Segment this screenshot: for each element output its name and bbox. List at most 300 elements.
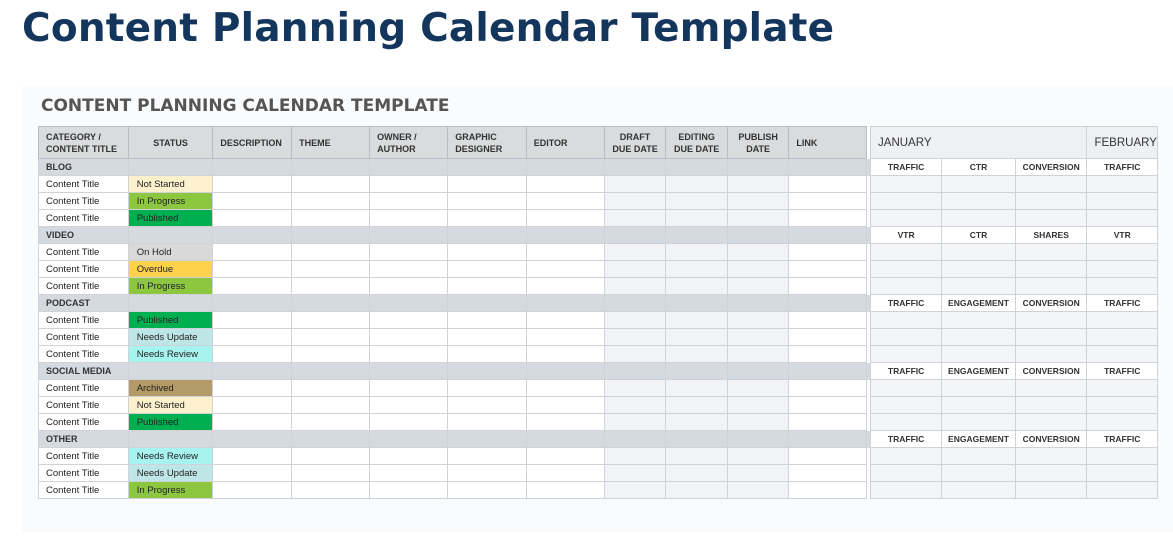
metric-cell[interactable]: [871, 312, 942, 329]
metric-cell[interactable]: [1015, 329, 1087, 346]
metric-cell[interactable]: [1015, 346, 1087, 363]
category-cell[interactable]: [789, 159, 867, 176]
metric-cell[interactable]: [871, 414, 942, 431]
category-label[interactable]: VIDEO: [39, 227, 129, 244]
category-cell[interactable]: [727, 431, 788, 448]
link-cell[interactable]: [789, 448, 867, 465]
status-cell[interactable]: Published: [128, 414, 213, 431]
metric-cell[interactable]: [942, 414, 1016, 431]
metric-cell[interactable]: [1015, 380, 1087, 397]
category-cell[interactable]: [128, 295, 213, 312]
date-cell[interactable]: [666, 482, 728, 499]
category-cell[interactable]: [292, 363, 370, 380]
content-row: [39, 448, 1158, 465]
text-cell[interactable]: [370, 414, 448, 431]
metric-cell[interactable]: [1015, 210, 1087, 227]
text-cell[interactable]: [370, 380, 448, 397]
category-cell[interactable]: [727, 227, 788, 244]
metric-cell[interactable]: [1015, 448, 1087, 465]
category-cell[interactable]: [448, 431, 526, 448]
date-cell[interactable]: [727, 176, 788, 193]
metric-cell[interactable]: [1087, 176, 1158, 193]
date-cell[interactable]: [666, 210, 728, 227]
text-cell[interactable]: [213, 397, 292, 414]
category-label[interactable]: PODCAST: [39, 295, 129, 312]
date-cell[interactable]: [727, 193, 788, 210]
text-cell[interactable]: [292, 448, 370, 465]
header-row: [39, 127, 1158, 159]
category-cell[interactable]: [526, 431, 604, 448]
text-cell[interactable]: [370, 448, 448, 465]
text-cell[interactable]: [526, 346, 604, 363]
metric-cell[interactable]: [1087, 329, 1158, 346]
status-cell[interactable]: In Progress: [128, 482, 213, 499]
status-cell[interactable]: Needs Update: [128, 465, 213, 482]
metric-cell[interactable]: [1087, 261, 1158, 278]
date-cell[interactable]: [727, 465, 788, 482]
date-cell[interactable]: [604, 414, 666, 431]
status-cell[interactable]: In Progress: [128, 278, 213, 295]
date-cell[interactable]: [666, 465, 728, 482]
content-row: [39, 278, 1158, 295]
metric-cell[interactable]: [871, 176, 942, 193]
metric-cell[interactable]: [942, 176, 1016, 193]
category-cell[interactable]: [448, 159, 526, 176]
date-cell[interactable]: [604, 312, 666, 329]
status-cell[interactable]: Needs Review: [128, 346, 213, 363]
metric-header: TRAFFIC: [1087, 363, 1158, 380]
text-cell[interactable]: [370, 312, 448, 329]
text-cell[interactable]: [370, 176, 448, 193]
date-cell[interactable]: [666, 176, 728, 193]
text-cell[interactable]: [213, 244, 292, 261]
metric-cell[interactable]: [1087, 414, 1158, 431]
content-title-cell[interactable]: Content Title: [39, 210, 129, 227]
category-cell[interactable]: [128, 363, 213, 380]
category-cell[interactable]: [448, 295, 526, 312]
date-cell[interactable]: [604, 465, 666, 482]
text-cell[interactable]: [213, 482, 292, 499]
metric-cell[interactable]: [1015, 244, 1087, 261]
status-cell[interactable]: In Progress: [128, 193, 213, 210]
text-cell[interactable]: [213, 261, 292, 278]
category-label[interactable]: BLOG: [39, 159, 129, 176]
text-cell[interactable]: [292, 244, 370, 261]
date-cell[interactable]: [666, 278, 728, 295]
sheet-title: CONTENT PLANNING CALENDAR TEMPLATE: [41, 96, 450, 116]
date-cell[interactable]: [666, 380, 728, 397]
metric-cell[interactable]: [942, 244, 1016, 261]
header-editing-due-date: EDITING DUE DATE: [666, 127, 728, 159]
text-cell[interactable]: [213, 193, 292, 210]
category-cell[interactable]: [666, 227, 728, 244]
status-cell[interactable]: Archived: [128, 380, 213, 397]
date-cell[interactable]: [727, 278, 788, 295]
text-cell[interactable]: [526, 244, 604, 261]
date-cell[interactable]: [727, 482, 788, 499]
content-title-cell[interactable]: Content Title: [39, 312, 129, 329]
metric-cell[interactable]: [942, 193, 1016, 210]
text-cell[interactable]: [292, 210, 370, 227]
metric-header: ENGAGEMENT: [942, 431, 1016, 448]
category-label[interactable]: SOCIAL MEDIA: [39, 363, 129, 380]
text-cell[interactable]: [448, 176, 526, 193]
category-cell[interactable]: [526, 159, 604, 176]
category-cell[interactable]: [727, 363, 788, 380]
status-cell[interactable]: Published: [128, 210, 213, 227]
category-row-other: [39, 431, 1158, 448]
text-cell[interactable]: [448, 380, 526, 397]
metric-cell[interactable]: [871, 329, 942, 346]
link-cell[interactable]: [789, 176, 867, 193]
text-cell[interactable]: [526, 380, 604, 397]
metric-cell[interactable]: [1087, 397, 1158, 414]
status-cell[interactable]: Needs Review: [128, 448, 213, 465]
status-cell[interactable]: Overdue: [128, 261, 213, 278]
text-cell[interactable]: [292, 312, 370, 329]
text-cell[interactable]: [448, 448, 526, 465]
metric-cell[interactable]: [871, 448, 942, 465]
metric-cell[interactable]: [871, 465, 942, 482]
date-cell[interactable]: [604, 380, 666, 397]
content-title-cell[interactable]: Content Title: [39, 176, 129, 193]
category-cell[interactable]: [604, 431, 666, 448]
metric-cell[interactable]: [871, 346, 942, 363]
metric-cell[interactable]: [1015, 193, 1087, 210]
date-cell[interactable]: [666, 448, 728, 465]
date-cell[interactable]: [727, 346, 788, 363]
metric-header: ENGAGEMENT: [942, 363, 1016, 380]
category-cell[interactable]: [526, 363, 604, 380]
metric-cell[interactable]: [1087, 346, 1158, 363]
category-cell[interactable]: [292, 295, 370, 312]
metric-cell[interactable]: [1015, 465, 1087, 482]
text-cell[interactable]: [448, 312, 526, 329]
category-cell[interactable]: [526, 295, 604, 312]
header-owner: OWNER / AUTHOR: [370, 127, 448, 159]
metric-cell[interactable]: [1087, 448, 1158, 465]
link-cell[interactable]: [789, 380, 867, 397]
category-cell[interactable]: [666, 363, 728, 380]
metric-cell[interactable]: [871, 278, 942, 295]
category-cell[interactable]: [604, 295, 666, 312]
metric-cell[interactable]: [1015, 261, 1087, 278]
date-cell[interactable]: [604, 448, 666, 465]
metric-cell[interactable]: [1087, 210, 1158, 227]
text-cell[interactable]: [370, 261, 448, 278]
metric-cell[interactable]: [942, 465, 1016, 482]
category-cell[interactable]: [213, 363, 292, 380]
category-cell[interactable]: [292, 159, 370, 176]
text-cell[interactable]: [213, 346, 292, 363]
date-cell[interactable]: [604, 176, 666, 193]
text-cell[interactable]: [213, 278, 292, 295]
date-cell[interactable]: [727, 380, 788, 397]
text-cell[interactable]: [213, 465, 292, 482]
link-cell[interactable]: [789, 261, 867, 278]
metric-cell[interactable]: [1087, 312, 1158, 329]
content-title-cell[interactable]: Content Title: [39, 380, 129, 397]
link-cell[interactable]: [789, 397, 867, 414]
metric-cell[interactable]: [942, 278, 1016, 295]
text-cell[interactable]: [526, 414, 604, 431]
text-cell[interactable]: [292, 482, 370, 499]
category-cell[interactable]: [128, 159, 213, 176]
text-cell[interactable]: [526, 210, 604, 227]
content-title-cell[interactable]: Content Title: [39, 482, 129, 499]
category-cell[interactable]: [448, 227, 526, 244]
link-cell[interactable]: [789, 210, 867, 227]
text-cell[interactable]: [292, 329, 370, 346]
metric-cell[interactable]: [871, 193, 942, 210]
metric-cell[interactable]: [1015, 482, 1087, 499]
status-cell[interactable]: Needs Update: [128, 329, 213, 346]
content-title-cell[interactable]: Content Title: [39, 244, 129, 261]
date-cell[interactable]: [604, 261, 666, 278]
date-cell[interactable]: [666, 397, 728, 414]
text-cell[interactable]: [526, 465, 604, 482]
category-cell[interactable]: [370, 295, 448, 312]
link-cell[interactable]: [789, 346, 867, 363]
text-cell[interactable]: [448, 278, 526, 295]
link-cell[interactable]: [789, 482, 867, 499]
text-cell[interactable]: [213, 210, 292, 227]
category-cell[interactable]: [213, 227, 292, 244]
metric-header: ENGAGEMENT: [942, 295, 1016, 312]
text-cell[interactable]: [213, 176, 292, 193]
date-cell[interactable]: [604, 278, 666, 295]
link-cell[interactable]: [789, 312, 867, 329]
status-cell[interactable]: Not Started: [128, 397, 213, 414]
date-cell[interactable]: [604, 329, 666, 346]
text-cell[interactable]: [526, 329, 604, 346]
text-cell[interactable]: [448, 244, 526, 261]
text-cell[interactable]: [526, 312, 604, 329]
text-cell[interactable]: [526, 176, 604, 193]
date-cell[interactable]: [727, 448, 788, 465]
category-cell[interactable]: [666, 431, 728, 448]
metric-cell[interactable]: [871, 482, 942, 499]
text-cell[interactable]: [448, 261, 526, 278]
text-cell[interactable]: [370, 244, 448, 261]
date-cell[interactable]: [666, 261, 728, 278]
content-title-cell[interactable]: Content Title: [39, 193, 129, 210]
category-cell[interactable]: [448, 363, 526, 380]
category-cell[interactable]: [604, 363, 666, 380]
category-cell[interactable]: [526, 227, 604, 244]
spreadsheet-preview: [22, 86, 1173, 532]
text-cell[interactable]: [448, 397, 526, 414]
category-cell[interactable]: [666, 295, 728, 312]
metric-cell[interactable]: [871, 210, 942, 227]
metric-cell[interactable]: [871, 261, 942, 278]
content-title-cell[interactable]: Content Title: [39, 346, 129, 363]
category-cell[interactable]: [292, 227, 370, 244]
metric-cell[interactable]: [871, 244, 942, 261]
text-cell[interactable]: [213, 448, 292, 465]
text-cell[interactable]: [370, 278, 448, 295]
link-cell[interactable]: [789, 193, 867, 210]
calendar-body: [39, 159, 1158, 499]
category-cell[interactable]: [292, 431, 370, 448]
category-cell[interactable]: [789, 227, 867, 244]
date-cell[interactable]: [727, 244, 788, 261]
status-cell[interactable]: Not Started: [128, 176, 213, 193]
text-cell[interactable]: [292, 193, 370, 210]
status-cell[interactable]: On Hold: [128, 244, 213, 261]
metric-cell[interactable]: [1087, 380, 1158, 397]
text-cell[interactable]: [448, 210, 526, 227]
link-cell[interactable]: [789, 465, 867, 482]
content-title-cell[interactable]: Content Title: [39, 278, 129, 295]
metric-cell[interactable]: [942, 329, 1016, 346]
content-title-cell[interactable]: Content Title: [39, 448, 129, 465]
metric-cell[interactable]: [942, 482, 1016, 499]
text-cell[interactable]: [526, 397, 604, 414]
category-cell[interactable]: [604, 227, 666, 244]
metric-cell[interactable]: [1087, 465, 1158, 482]
metric-cell[interactable]: [871, 380, 942, 397]
text-cell[interactable]: [526, 482, 604, 499]
metric-header: CONVERSION: [1015, 159, 1087, 176]
content-row: [39, 193, 1158, 210]
text-cell[interactable]: [292, 176, 370, 193]
category-label[interactable]: OTHER: [39, 431, 129, 448]
date-cell[interactable]: [604, 210, 666, 227]
metric-cell[interactable]: [1015, 414, 1087, 431]
text-cell[interactable]: [370, 465, 448, 482]
metric-cell[interactable]: [1087, 244, 1158, 261]
date-cell[interactable]: [604, 482, 666, 499]
text-cell[interactable]: [292, 414, 370, 431]
content-title-cell[interactable]: Content Title: [39, 397, 129, 414]
text-cell[interactable]: [370, 193, 448, 210]
category-cell[interactable]: [213, 431, 292, 448]
category-cell[interactable]: [213, 295, 292, 312]
date-cell[interactable]: [727, 261, 788, 278]
content-title-cell[interactable]: Content Title: [39, 414, 129, 431]
metric-cell[interactable]: [942, 261, 1016, 278]
category-cell[interactable]: [370, 431, 448, 448]
metric-cell[interactable]: [1015, 312, 1087, 329]
category-cell[interactable]: [370, 227, 448, 244]
text-cell[interactable]: [213, 312, 292, 329]
date-cell[interactable]: [666, 414, 728, 431]
metric-cell[interactable]: [1087, 278, 1158, 295]
category-cell[interactable]: [128, 227, 213, 244]
text-cell[interactable]: [448, 193, 526, 210]
link-cell[interactable]: [789, 278, 867, 295]
text-cell[interactable]: [448, 482, 526, 499]
category-cell[interactable]: [789, 431, 867, 448]
text-cell[interactable]: [213, 414, 292, 431]
text-cell[interactable]: [448, 414, 526, 431]
text-cell[interactable]: [213, 329, 292, 346]
metric-cell[interactable]: [942, 380, 1016, 397]
text-cell[interactable]: [292, 278, 370, 295]
text-cell[interactable]: [448, 465, 526, 482]
metric-cell[interactable]: [1015, 397, 1087, 414]
text-cell[interactable]: [370, 482, 448, 499]
category-cell[interactable]: [128, 431, 213, 448]
date-cell[interactable]: [666, 193, 728, 210]
date-cell[interactable]: [604, 244, 666, 261]
text-cell[interactable]: [526, 448, 604, 465]
date-cell[interactable]: [727, 397, 788, 414]
metric-cell[interactable]: [942, 210, 1016, 227]
date-cell[interactable]: [666, 346, 728, 363]
text-cell[interactable]: [292, 346, 370, 363]
text-cell[interactable]: [370, 329, 448, 346]
text-cell[interactable]: [213, 380, 292, 397]
metric-cell[interactable]: [1087, 482, 1158, 499]
text-cell[interactable]: [526, 278, 604, 295]
header-status: STATUS: [128, 127, 213, 159]
metric-header: CONVERSION: [1015, 363, 1087, 380]
category-cell[interactable]: [727, 159, 788, 176]
date-cell[interactable]: [727, 312, 788, 329]
date-cell[interactable]: [666, 329, 728, 346]
header-theme: THEME: [292, 127, 370, 159]
link-cell[interactable]: [789, 414, 867, 431]
link-cell[interactable]: [789, 244, 867, 261]
date-cell[interactable]: [604, 397, 666, 414]
text-cell[interactable]: [526, 193, 604, 210]
metric-cell[interactable]: [1087, 193, 1158, 210]
text-cell[interactable]: [292, 261, 370, 278]
date-cell[interactable]: [604, 193, 666, 210]
category-cell[interactable]: [789, 363, 867, 380]
metric-cell[interactable]: [942, 397, 1016, 414]
metric-header: TRAFFIC: [871, 363, 942, 380]
content-title-cell[interactable]: Content Title: [39, 329, 129, 346]
date-cell[interactable]: [666, 244, 728, 261]
text-cell[interactable]: [448, 346, 526, 363]
status-cell[interactable]: Published: [128, 312, 213, 329]
category-cell[interactable]: [666, 159, 728, 176]
date-cell[interactable]: [727, 414, 788, 431]
content-title-cell[interactable]: Content Title: [39, 465, 129, 482]
metric-cell[interactable]: [942, 346, 1016, 363]
date-cell[interactable]: [727, 210, 788, 227]
text-cell[interactable]: [448, 329, 526, 346]
text-cell[interactable]: [370, 346, 448, 363]
category-cell[interactable]: [370, 159, 448, 176]
text-cell[interactable]: [526, 261, 604, 278]
category-cell[interactable]: [213, 159, 292, 176]
text-cell[interactable]: [292, 380, 370, 397]
content-row: [39, 329, 1158, 346]
text-cell[interactable]: [292, 465, 370, 482]
metric-cell[interactable]: [942, 448, 1016, 465]
link-cell[interactable]: [789, 329, 867, 346]
category-cell[interactable]: [370, 363, 448, 380]
metric-cell[interactable]: [871, 397, 942, 414]
category-cell[interactable]: [727, 295, 788, 312]
text-cell[interactable]: [370, 397, 448, 414]
metric-cell[interactable]: [1015, 278, 1087, 295]
metric-cell[interactable]: [1015, 176, 1087, 193]
metric-cell[interactable]: [942, 312, 1016, 329]
date-cell[interactable]: [666, 312, 728, 329]
content-title-cell[interactable]: Content Title: [39, 261, 129, 278]
text-cell[interactable]: [292, 397, 370, 414]
category-cell[interactable]: [604, 159, 666, 176]
category-cell[interactable]: [789, 295, 867, 312]
text-cell[interactable]: [370, 210, 448, 227]
date-cell[interactable]: [727, 329, 788, 346]
date-cell[interactable]: [604, 346, 666, 363]
